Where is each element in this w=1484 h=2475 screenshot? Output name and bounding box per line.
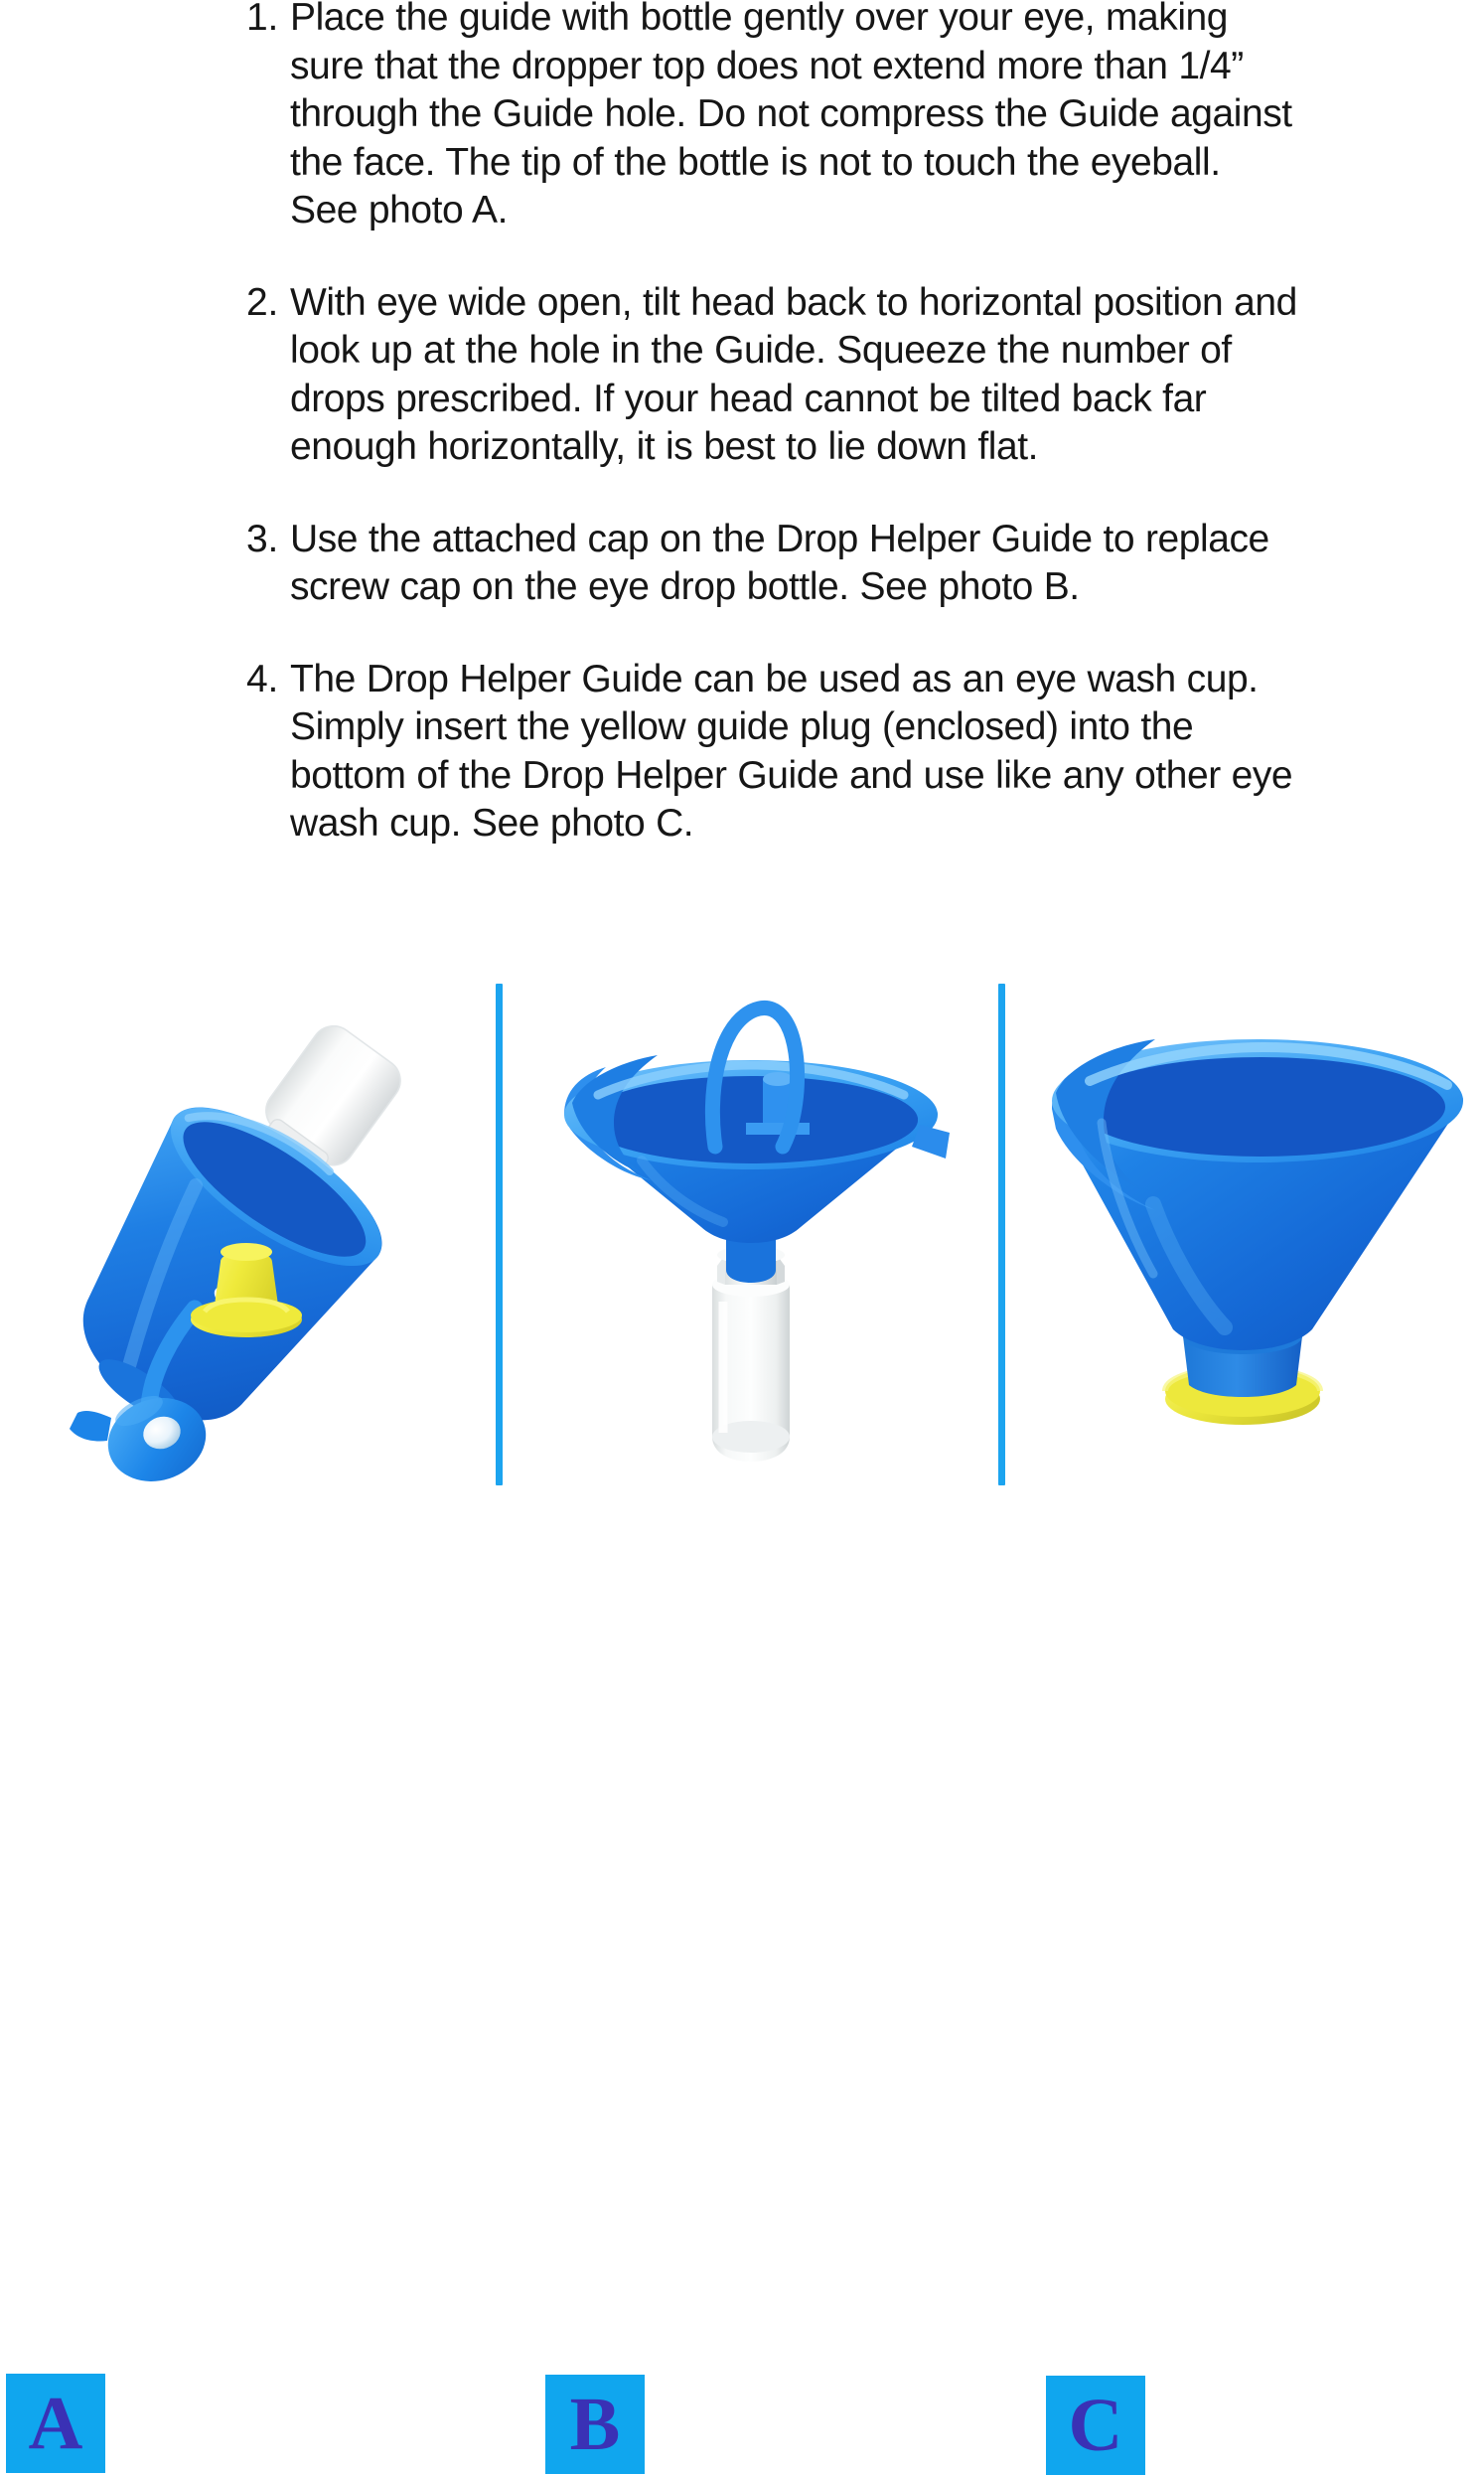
panel-divider [496,984,503,1485]
photo-badge-b: B [545,2375,645,2474]
instruction-step [246,0,1297,235]
step-text: Place the guide with bottle gently over your eye, making sure that the dropper top does not extend more than 1/4” through the Guide hole. Do not compress the Guide against the face. The tip of the bottle is not to touch the eyeball. See photo A. [290,0,1292,232]
eye-wash-cup [1052,1039,1463,1350]
step-number: 1. [246,0,279,39]
product-photo-a [0,984,496,1490]
instruction-list [246,0,1297,892]
photo-badge-a: A [6,2374,105,2473]
photo-strip [0,984,1484,2467]
product-photo-b [503,984,998,1490]
step-number: 3. [246,517,279,560]
step-text: The Drop Helper Guide can be used as an eye wash cup. Simply insert the yellow guide plug (enclosed) into the bottom of the Drop Helper Guide and use like any other eye wash cup. See photo C. [290,657,1293,845]
instruction-step [246,516,1297,612]
eye-drop-bottle [712,1273,790,1462]
instruction-step [246,279,1297,472]
photo-badge-c: C [1046,2376,1145,2475]
product-photo-c [1004,984,1484,1490]
step-text: Use the attached cap on the Drop Helper Guide to replace screw cap on the eye drop bottle. See photo B. [290,517,1269,608]
instruction-step [246,656,1297,849]
step-number: 4. [246,657,279,700]
step-number: 2. [246,280,279,324]
step-text: With eye wide open, tilt head back to horizontal position and look up at the hole in the Guide. Squeeze the number of drops prescribed. If your head cannot be tilted back far enough horizontally, it is best to lie down flat. [290,280,1297,468]
drop-helper-guide-cone [564,1055,950,1243]
